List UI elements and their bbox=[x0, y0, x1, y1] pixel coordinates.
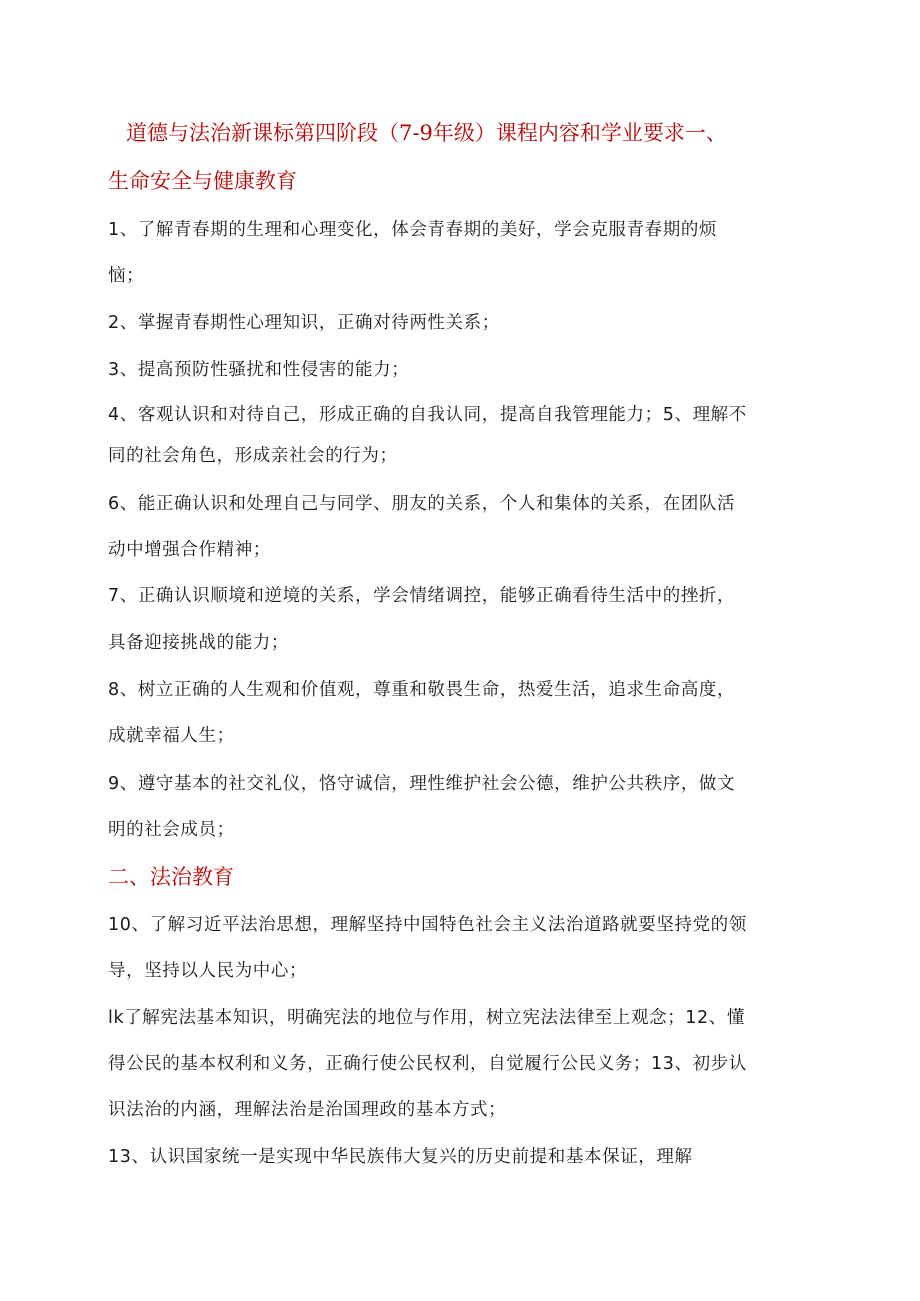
document-title-line-2: 生命安全与健康教育 bbox=[108, 169, 297, 193]
item-10-line-2: 导，坚持以人民为中心； bbox=[108, 961, 308, 981]
item-10-line-1: 10、了解习近平法治思想，理解坚持中国特色社会主义法治道路就要坚持党的领 bbox=[108, 915, 747, 935]
item-1-line-2: 恼； bbox=[108, 266, 145, 286]
item-3: 3、提高预防性骚扰和性侵害的能力； bbox=[108, 360, 410, 380]
item-8-line-2: 成就幸福人生； bbox=[108, 726, 235, 746]
item-2: 2、掌握青春期性心理知识，正确对待两性关系； bbox=[108, 313, 500, 333]
item-6-line-1: 6、能正确认识和处理自己与同学、朋友的关系，个人和集体的关系，在团队活 bbox=[108, 494, 736, 514]
item-12-line-2: 得公民的基本权利和义务，正确行使公民权利，自觉履行公民义务；13、初步认 bbox=[108, 1054, 747, 1074]
item-1-line-1: 1、了解青春期的生理和心理变化，体会青春期的美好，学会克服青春期的烦 bbox=[108, 220, 718, 240]
item-7-line-2: 具备迎接挑战的能力； bbox=[108, 633, 289, 653]
item-7-line-1: 7、正确认识顺境和逆境的关系，学会情绪调控，能够正确看待生活中的挫折， bbox=[108, 586, 736, 606]
section-2-heading: 二、法治教育 bbox=[108, 865, 234, 889]
item-13b-line-1: 13、认识国家统一是实现中华民族伟大复兴的历史前提和基本保证，理解 bbox=[108, 1147, 693, 1167]
item-13-line-3: 识法治的内涵，理解法治是治国理政的基本方式； bbox=[108, 1100, 507, 1120]
item-8-line-1: 8、树立正确的人生观和价值观，尊重和敬畏生命，热爱生活，追求生命高度， bbox=[108, 680, 736, 700]
item-6-line-2: 动中增强合作精神； bbox=[108, 540, 271, 560]
document-title-line-1: 道德与法治新课标第四阶段（7-9年级）课程内容和学业要求一、 bbox=[126, 121, 727, 145]
item-4-line-1: 4、客观认识和对待自己，形成正确的自我认同，提高自我管理能力；5、理解不 bbox=[108, 405, 747, 425]
item-11-line-1: lk了解宪法基本知识，明确宪法的地位与作用，树立宪法法律至上观念；12、懂 bbox=[108, 1008, 745, 1028]
item-5-line-2: 同的社会角色，形成亲社会的行为； bbox=[108, 446, 398, 466]
item-9-line-2: 明的社会成员； bbox=[108, 820, 235, 840]
item-9-line-1: 9、遵守基本的社交礼仪，恪守诚信，理性维护社会公德，维护公共秩序，做文 bbox=[108, 774, 736, 794]
